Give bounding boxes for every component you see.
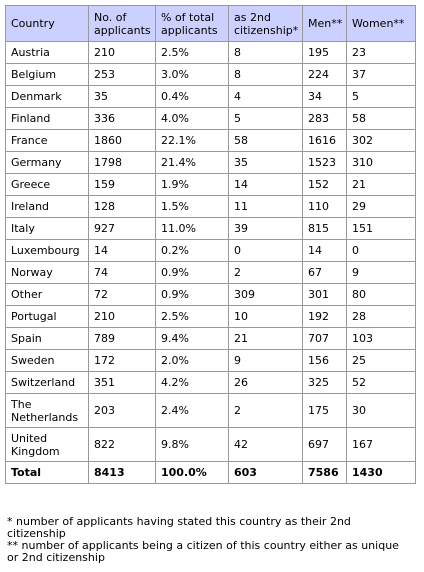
- cell-men: 283: [303, 108, 347, 130]
- header-women: Women**: [347, 6, 416, 42]
- cell-women: 0: [347, 240, 416, 262]
- cell-percent: 2.4%: [156, 394, 229, 428]
- cell-percent: 0.9%: [156, 262, 229, 284]
- cell-applicants: 822: [89, 428, 156, 462]
- cell-women: 28: [347, 306, 416, 328]
- cell-percent: 4.0%: [156, 108, 229, 130]
- cell-women: 151: [347, 218, 416, 240]
- cell-country: Austria: [6, 42, 89, 64]
- cell-percent: 1.9%: [156, 174, 229, 196]
- cell-men: 224: [303, 64, 347, 86]
- total-second-citizenship: 603: [229, 462, 303, 484]
- table-row: [6, 42, 416, 64]
- table-row: [6, 394, 416, 428]
- table-row: [6, 284, 416, 306]
- cell-applicants: 927: [89, 218, 156, 240]
- table-row: [6, 328, 416, 350]
- cell-men: 707: [303, 328, 347, 350]
- cell-women: 30: [347, 394, 416, 428]
- table-row: [6, 372, 416, 394]
- cell-country: Portugal: [6, 306, 89, 328]
- cell-men: 1616: [303, 130, 347, 152]
- cell-country: Greece: [6, 174, 89, 196]
- table-row: [6, 174, 416, 196]
- cell-percent: 2.5%: [156, 42, 229, 64]
- cell-women: 23: [347, 42, 416, 64]
- cell-applicants: 35: [89, 86, 156, 108]
- cell-applicants: 1860: [89, 130, 156, 152]
- cell-percent: 9.8%: [156, 428, 229, 462]
- cell-country: Finland: [6, 108, 89, 130]
- cell-women: 5: [347, 86, 416, 108]
- cell-second-citizenship: 35: [229, 152, 303, 174]
- cell-second-citizenship: 2: [229, 394, 303, 428]
- cell-country: Switzerland: [6, 372, 89, 394]
- cell-men: 34: [303, 86, 347, 108]
- cell-applicants: 203: [89, 394, 156, 428]
- cell-applicants: 789: [89, 328, 156, 350]
- cell-second-citizenship: 26: [229, 372, 303, 394]
- cell-percent: 0.2%: [156, 240, 229, 262]
- cell-second-citizenship: 42: [229, 428, 303, 462]
- cell-country: The Netherlands: [6, 394, 89, 428]
- cell-men: 325: [303, 372, 347, 394]
- cell-second-citizenship: 14: [229, 174, 303, 196]
- cell-men: 195: [303, 42, 347, 64]
- cell-men: 67: [303, 262, 347, 284]
- cell-women: 302: [347, 130, 416, 152]
- cell-men: 1523: [303, 152, 347, 174]
- footnotes: [7, 516, 407, 564]
- cell-second-citizenship: 58: [229, 130, 303, 152]
- cell-women: 80: [347, 284, 416, 306]
- cell-country: Italy: [6, 218, 89, 240]
- cell-percent: 0.4%: [156, 86, 229, 108]
- footnote-second-citizenship: * number of applicants having stated this country as their 2nd citizenship: [7, 515, 351, 540]
- table-row: [6, 196, 416, 218]
- cell-percent: 0.9%: [156, 284, 229, 306]
- cell-men: 152: [303, 174, 347, 196]
- header-second-citizenship: as 2nd citizenship*: [229, 6, 303, 42]
- table-body: [6, 42, 416, 462]
- cell-applicants: 210: [89, 42, 156, 64]
- cell-percent: 2.5%: [156, 306, 229, 328]
- table-row: [6, 306, 416, 328]
- cell-women: 310: [347, 152, 416, 174]
- cell-applicants: 128: [89, 196, 156, 218]
- cell-men: 14: [303, 240, 347, 262]
- cell-women: 167: [347, 428, 416, 462]
- table-row: [6, 262, 416, 284]
- cell-second-citizenship: 9: [229, 350, 303, 372]
- cell-applicants: 336: [89, 108, 156, 130]
- cell-country: Norway: [6, 262, 89, 284]
- cell-country: Luxembourg: [6, 240, 89, 262]
- table-row: [6, 350, 416, 372]
- cell-women: 25: [347, 350, 416, 372]
- header-applicants: No. of applicants: [89, 6, 156, 42]
- cell-second-citizenship: 0: [229, 240, 303, 262]
- total-label: Total: [6, 462, 89, 484]
- cell-men: 301: [303, 284, 347, 306]
- cell-women: 29: [347, 196, 416, 218]
- cell-country: Belgium: [6, 64, 89, 86]
- cell-country: Spain: [6, 328, 89, 350]
- cell-country: France: [6, 130, 89, 152]
- cell-percent: 9.4%: [156, 328, 229, 350]
- applicants-table: [5, 5, 416, 484]
- cell-women: 58: [347, 108, 416, 130]
- cell-women: 103: [347, 328, 416, 350]
- cell-applicants: 172: [89, 350, 156, 372]
- table-row: [6, 64, 416, 86]
- cell-second-citizenship: 2: [229, 262, 303, 284]
- cell-applicants: 1798: [89, 152, 156, 174]
- table-row: [6, 428, 416, 462]
- cell-percent: 2.0%: [156, 350, 229, 372]
- cell-women: 52: [347, 372, 416, 394]
- cell-second-citizenship: 11: [229, 196, 303, 218]
- footnote-citizen: ** number of applicants being a citizen of this country either as unique or 2nd citizenship: [7, 539, 399, 564]
- cell-second-citizenship: 8: [229, 42, 303, 64]
- cell-country: Denmark: [6, 86, 89, 108]
- cell-second-citizenship: 21: [229, 328, 303, 350]
- cell-country: United Kingdom: [6, 428, 89, 462]
- cell-percent: 21.4%: [156, 152, 229, 174]
- cell-men: 815: [303, 218, 347, 240]
- cell-applicants: 351: [89, 372, 156, 394]
- cell-second-citizenship: 309: [229, 284, 303, 306]
- cell-women: 37: [347, 64, 416, 86]
- cell-country: Ireland: [6, 196, 89, 218]
- cell-men: 175: [303, 394, 347, 428]
- table-header-row: [6, 6, 416, 42]
- cell-percent: 4.2%: [156, 372, 229, 394]
- total-applicants: 8413: [89, 462, 156, 484]
- total-row: [6, 462, 416, 484]
- total-men: 7586: [303, 462, 347, 484]
- cell-applicants: 74: [89, 262, 156, 284]
- table-row: [6, 240, 416, 262]
- table-row: [6, 130, 416, 152]
- cell-applicants: 159: [89, 174, 156, 196]
- table-row: [6, 218, 416, 240]
- total-women: 1430: [347, 462, 416, 484]
- cell-second-citizenship: 39: [229, 218, 303, 240]
- cell-men: 697: [303, 428, 347, 462]
- header-country: Country: [6, 6, 89, 42]
- cell-men: 192: [303, 306, 347, 328]
- cell-percent: 11.0%: [156, 218, 229, 240]
- table-row: [6, 86, 416, 108]
- cell-second-citizenship: 8: [229, 64, 303, 86]
- cell-applicants: 253: [89, 64, 156, 86]
- cell-second-citizenship: 5: [229, 108, 303, 130]
- cell-women: 9: [347, 262, 416, 284]
- cell-applicants: 14: [89, 240, 156, 262]
- cell-country: Other: [6, 284, 89, 306]
- cell-second-citizenship: 4: [229, 86, 303, 108]
- cell-applicants: 210: [89, 306, 156, 328]
- header-men: Men**: [303, 6, 347, 42]
- table-row: [6, 108, 416, 130]
- cell-men: 156: [303, 350, 347, 372]
- cell-women: 21: [347, 174, 416, 196]
- table-row: [6, 152, 416, 174]
- cell-percent: 3.0%: [156, 64, 229, 86]
- cell-percent: 22.1%: [156, 130, 229, 152]
- header-percent: % of total applicants: [156, 6, 229, 42]
- cell-percent: 1.5%: [156, 196, 229, 218]
- cell-men: 110: [303, 196, 347, 218]
- cell-applicants: 72: [89, 284, 156, 306]
- cell-country: Sweden: [6, 350, 89, 372]
- total-percent: 100.0%: [156, 462, 229, 484]
- cell-country: Germany: [6, 152, 89, 174]
- cell-second-citizenship: 10: [229, 306, 303, 328]
